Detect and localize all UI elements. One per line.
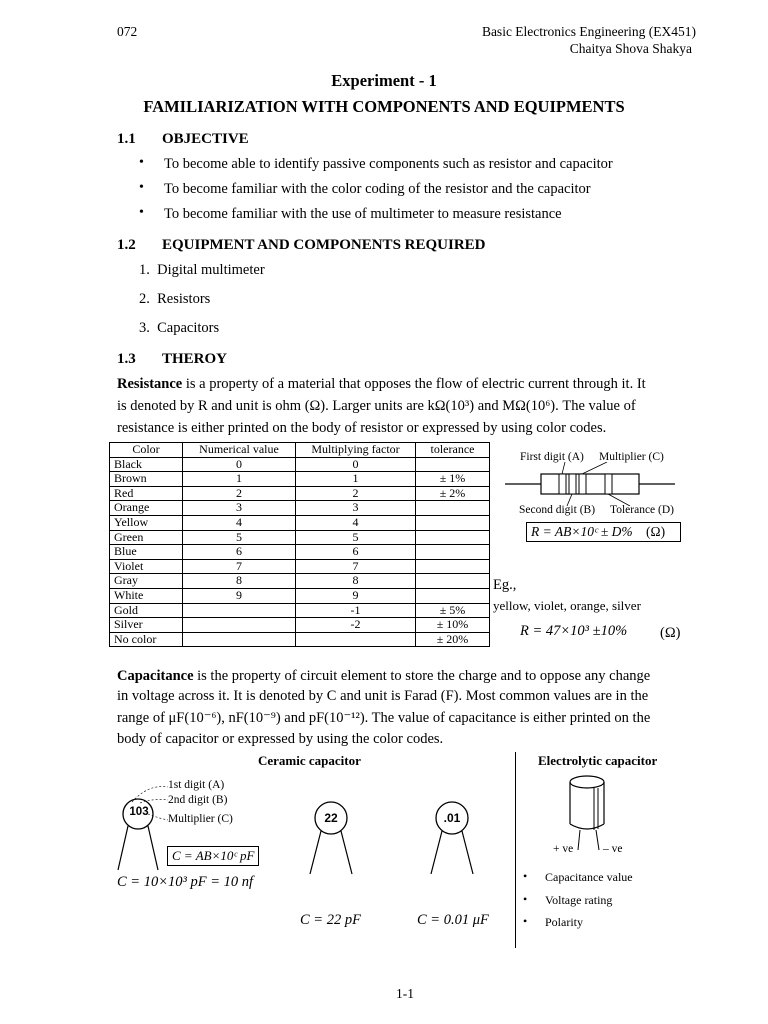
electrolytic-list	[523, 870, 633, 938]
cell-tolerance	[416, 559, 490, 574]
resistor-diagram	[505, 462, 675, 506]
cell-tolerance	[416, 588, 490, 603]
cap-label-multiplier: Multiplier (C)	[168, 813, 233, 825]
resistance-line2b: . Larger units are	[325, 398, 428, 414]
table-row	[110, 486, 490, 501]
cap3-result: C = 0.01 μF	[417, 912, 489, 928]
equipment-item: 2. Resistors	[139, 291, 211, 307]
example-unit: (Ω)	[660, 625, 681, 641]
cell-tolerance	[416, 457, 490, 472]
cell-multiplying: 4	[296, 515, 416, 530]
ceramic-title: Ceramic capacitor	[258, 753, 361, 768]
example-label: Eg.,	[493, 577, 517, 593]
equipment-item: 1. Digital multimeter	[139, 262, 265, 278]
cell-color: Violet	[110, 559, 183, 574]
table-header-row	[110, 443, 490, 458]
section-num-theory: 1.3	[117, 351, 136, 367]
resistance-line2a: is denoted by R and unit is ohm	[117, 398, 305, 414]
header-author: Chaitya Shova Shakya	[569, 41, 692, 56]
cell-color: Black	[110, 457, 183, 472]
cell-tolerance: ± 20%	[416, 632, 490, 647]
cell-multiplying: -1	[296, 603, 416, 618]
equipment-list	[139, 262, 265, 349]
electrolytic-item: • Voltage rating	[523, 893, 633, 916]
objective-item: • To become familiar with the use of multimeter to measure resistance	[139, 206, 613, 231]
section-divider	[515, 752, 516, 948]
table-row	[110, 472, 490, 487]
cap2-code: 22	[324, 811, 338, 825]
and-word: and	[474, 398, 503, 414]
electrolytic-title: Electrolytic capacitor	[538, 753, 658, 768]
equipment-item: 3. Capacitors	[139, 320, 220, 336]
table-row	[110, 603, 490, 618]
cell-color: Silver	[110, 618, 183, 633]
capacitance-term: Capacitance	[117, 668, 194, 684]
cell-tolerance	[416, 574, 490, 589]
cell-numerical: 6	[183, 545, 296, 560]
resistance-line1: is a property of a material that opposes the flow of electric current through it. It	[182, 376, 646, 392]
cell-color: Yellow	[110, 515, 183, 530]
capacitance-line2: in voltage across it. It is denoted by C and unit is Farad (F). Most common values are in the	[117, 688, 649, 704]
table-row	[110, 530, 490, 545]
table-row	[110, 559, 490, 574]
section-title-objective: OBJECTIVE	[162, 131, 249, 147]
resistor-formula-unit: (Ω)	[646, 524, 666, 539]
cell-color: Gold	[110, 603, 183, 618]
cap-formula: C = AB×10ᶜ pF	[167, 846, 259, 866]
electrolytic-plus: + ve	[553, 843, 574, 855]
section-title-equipment: EQUIPMENT AND COMPONENTS REQUIRED	[162, 237, 486, 253]
table-row	[110, 515, 490, 530]
cell-tolerance	[416, 501, 490, 516]
experiment-title: Experiment - 1	[331, 71, 437, 90]
cell-numerical: 7	[183, 559, 296, 574]
cell-tolerance: ± 2%	[416, 486, 490, 501]
header-multiplying: Multiplying factor	[296, 443, 416, 458]
cell-tolerance	[416, 545, 490, 560]
cell-multiplying: 1	[296, 472, 416, 487]
electrolytic-capacitor	[560, 772, 620, 852]
cell-multiplying: -2	[296, 618, 416, 633]
cell-tolerance	[416, 515, 490, 530]
resistor-formula-box	[526, 522, 681, 542]
capacitance-paragraph	[117, 666, 697, 749]
capacitance-line4: body of capacitor or expressed by using the color codes.	[117, 731, 444, 747]
cell-tolerance: ± 1%	[416, 472, 490, 487]
cell-numerical: 9	[183, 588, 296, 603]
mohm-unit: MΩ(10⁶)	[502, 398, 556, 414]
cap1-result: C = 10×10³ pF = 10 nf	[117, 874, 254, 890]
resistance-term: Resistance	[117, 376, 183, 392]
resistor-formula: R = AB×10ᶜ ± D%	[531, 524, 633, 539]
cap2-result: C = 22 pF	[300, 912, 361, 928]
table-row	[110, 588, 490, 603]
cell-color: Blue	[110, 545, 183, 560]
table-row	[110, 545, 490, 560]
cell-multiplying: 7	[296, 559, 416, 574]
cell-color: Green	[110, 530, 183, 545]
cell-numerical	[183, 632, 296, 647]
section-num-equipment: 1.2	[117, 237, 136, 253]
example-result: R = 47×10³ ±10%	[520, 623, 628, 639]
objective-list	[139, 156, 613, 231]
section-title-theory: THEROY	[162, 351, 228, 367]
label-first-digit: First digit (A)	[520, 451, 584, 463]
cell-tolerance: ± 10%	[416, 618, 490, 633]
cell-color: Red	[110, 486, 183, 501]
table-row	[110, 457, 490, 472]
cell-numerical: 8	[183, 574, 296, 589]
cell-numerical	[183, 603, 296, 618]
label-multiplier: Multiplier (C)	[599, 451, 664, 463]
cell-multiplying: 2	[296, 486, 416, 501]
resistance-line3: resistance is either printed on the body of resistor or expressed by using color codes.	[117, 420, 607, 436]
section-num-objective: 1.1	[117, 131, 136, 147]
electrolytic-item: • Polarity	[523, 915, 633, 938]
cap-label-second-digit: 2nd digit (B)	[168, 794, 228, 806]
ohm-symbol: (Ω)	[304, 398, 326, 414]
electrolytic-item: • Capacitance value	[523, 870, 633, 893]
cell-multiplying	[296, 632, 416, 647]
cell-color: Orange	[110, 501, 183, 516]
cell-numerical: 0	[183, 457, 296, 472]
cell-numerical: 2	[183, 486, 296, 501]
table-row	[110, 618, 490, 633]
cell-multiplying: 8	[296, 574, 416, 589]
cell-numerical: 3	[183, 501, 296, 516]
table-row	[110, 501, 490, 516]
cell-numerical: 1	[183, 472, 296, 487]
header-numerical: Numerical value	[183, 443, 296, 458]
cell-multiplying: 0	[296, 457, 416, 472]
example-colors: yellow, violet, orange, silver	[493, 598, 641, 613]
cell-tolerance	[416, 530, 490, 545]
cell-numerical: 5	[183, 530, 296, 545]
cell-color: Gray	[110, 574, 183, 589]
objective-item: • To become familiar with the color coding of the resistor and the capacitor	[139, 181, 613, 206]
objective-item: • To become able to identify passive components such as resistor and capacitor	[139, 156, 613, 181]
label-tolerance: Tolerance (D)	[610, 504, 675, 516]
color-code-table	[109, 442, 490, 647]
cell-multiplying: 5	[296, 530, 416, 545]
cell-color: Brown	[110, 472, 183, 487]
capacitance-line3: range of μF(10⁻⁶), nF(10⁻⁹) and pF(10⁻¹²). The value of capacitance is either printed on the	[117, 710, 651, 726]
electrolytic-minus: – ve	[603, 843, 623, 855]
table-row	[110, 574, 490, 589]
capacitance-line1: is the property of circuit element to store the charge and to oppose any change	[193, 668, 651, 684]
resistance-paragraph	[117, 374, 697, 438]
cap3-code: .01	[443, 811, 461, 825]
header-course: Basic Electronics Engineering (EX451)	[481, 24, 696, 39]
cell-multiplying: 6	[296, 545, 416, 560]
page-number: 1-1	[396, 986, 414, 1001]
cell-numerical	[183, 618, 296, 633]
table-row	[110, 632, 490, 647]
cell-multiplying: 9	[296, 588, 416, 603]
header-left: 072	[117, 24, 138, 39]
cell-numerical: 4	[183, 515, 296, 530]
main-title: FAMILIARIZATION WITH COMPONENTS AND EQUIPMENTS	[143, 97, 625, 116]
cell-multiplying: 3	[296, 501, 416, 516]
cell-tolerance: ± 5%	[416, 603, 490, 618]
cell-color: White	[110, 588, 183, 603]
cap1-code: 103	[129, 806, 149, 818]
header-tolerance: tolerance	[416, 443, 490, 458]
resistance-line2c: . The value of	[555, 398, 636, 414]
cell-color: No color	[110, 632, 183, 647]
kohm-unit: kΩ(10³)	[427, 398, 475, 414]
cap-label-first-digit: 1st digit (A)	[168, 779, 225, 791]
header-color: Color	[110, 443, 183, 458]
label-second-digit: Second digit (B)	[519, 504, 596, 516]
